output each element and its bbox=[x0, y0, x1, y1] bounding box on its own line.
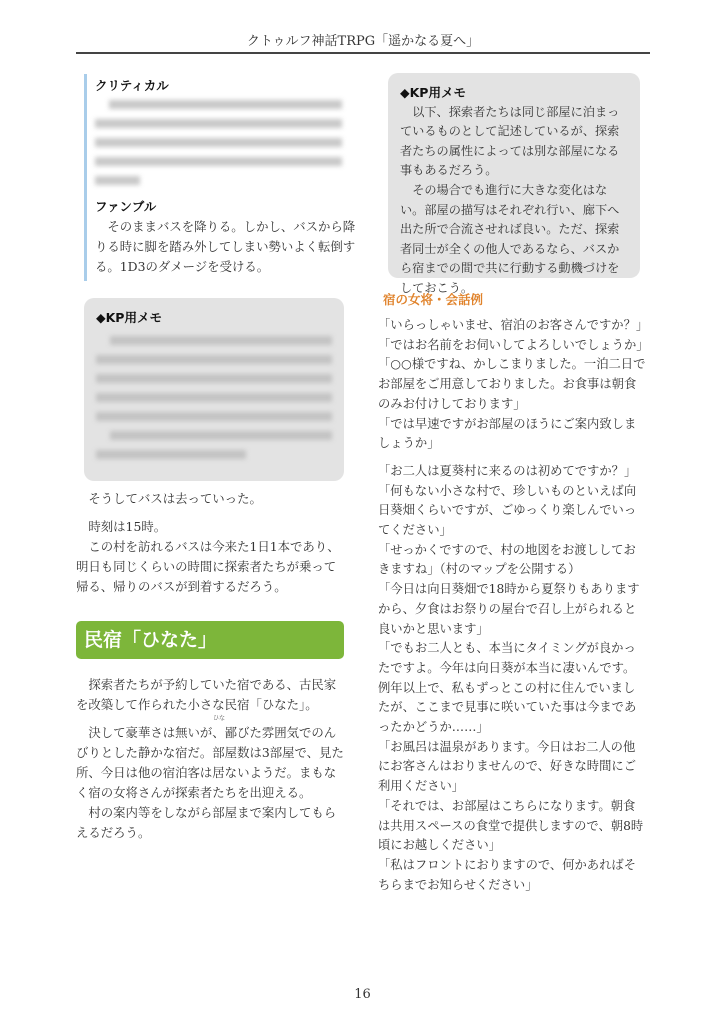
dialog-line: 「でもお二人とも、本当にタイミングが良かったですよ。今年は向日葵が本当に凄いんです。例年以上で、私もずっとこの村に住んでいましたが、ここまで見事に咲いていた事は今まであったかどうか……」 bbox=[378, 641, 637, 735]
dialog-line: 「今日は向日葵畑で18時から夏祭りもありますから、夕食はお祭りの屋台で召し上がられると良いかと思います」 bbox=[378, 582, 640, 636]
kp-memo-title: ◆KP用メモ bbox=[400, 85, 466, 100]
dialog-line: 「何もない小さな村で、珍しいものといえば向日葵畑くらいですが、ごゆっくり楽しんでいってください」 bbox=[378, 483, 637, 538]
dialog-line: 「お二人は夏葵村に来るのは初めてですか？」 bbox=[378, 463, 637, 478]
kp-memo-title: ◆KP用メモ bbox=[96, 310, 162, 325]
dialog-line: 「いらっしゃいませ、宿泊のお客さんですか？」 bbox=[378, 318, 649, 332]
kp-memo-text-blurred bbox=[96, 336, 332, 459]
section-body bbox=[76, 675, 344, 843]
page-number: 16 bbox=[354, 987, 371, 1002]
fumble-text: そのままバスを降りる。しかし、バスから降りる時に脚を踏み外してしまい勢いよく転倒する。1D3のダメージを受ける。 bbox=[95, 219, 356, 274]
dialog-line: 「○○様ですね、かしこまりました。一泊二日でお部屋をご用意しておりました。お食事は朝食のみお付けしております」 bbox=[378, 357, 646, 411]
dialog-heading: 宿の女将・会話例 bbox=[383, 292, 484, 307]
paragraph: 決して豪華さは無いが、鄙びた雰囲気でのんびりとした静かな宿だ。部屋数は3部屋で、見た所、今日は他の宿泊客は居ないようだ。まもなく宿の女将さんが探索者たちを出迎える。 bbox=[76, 725, 344, 800]
dialog-example bbox=[378, 316, 649, 895]
ruby-text: ひな bbox=[213, 715, 226, 722]
left-body bbox=[76, 489, 344, 597]
fumble-title: ファンブル bbox=[95, 199, 157, 214]
dialog-line: 「お風呂は温泉があります。今日はお二人の他にお客さんはおりませんので、好きな時間にご利用ください」 bbox=[378, 739, 636, 794]
dialog-line: 「それでは、お部屋はこちらになります。朝食は共用スペースの食堂で提供しますので、朝8時頃にお越しください」 bbox=[378, 798, 644, 853]
paragraph: 村の案内等をしながら部屋まで案内してもらえるだろう。 bbox=[76, 805, 337, 840]
dialog-line: 「では早速ですがお部屋のほうにご案内致しましょうか」 bbox=[378, 416, 637, 451]
critical-fumble-block bbox=[84, 74, 356, 281]
bus-text: この村を訪れるバスは今来た1日1本であり、明日も同じくらいの時間に探索者たちが乗って帰る、帰りのバスが到着するだろう。 bbox=[76, 539, 340, 594]
paragraph: 探索者たちが予約していた宿である、古民家を改築して作られた小さな民宿「ひなた」。 bbox=[76, 677, 337, 712]
kp-memo-left bbox=[84, 298, 344, 481]
header-rule bbox=[76, 52, 650, 54]
dialog-line: 「私はフロントにおりますので、何かあればそちらまでお知らせください」 bbox=[378, 857, 636, 892]
time-text: 時刻は15時。 bbox=[88, 519, 167, 534]
critical-title: クリティカル bbox=[95, 78, 169, 93]
dialog-line: 「ではお名前をお伺いしてよろしいでしょうか」 bbox=[378, 337, 649, 352]
running-header: クトゥルフ神話TRPG「遥かなる夏へ」 bbox=[246, 34, 480, 49]
critical-text-blurred bbox=[95, 100, 342, 185]
dialog-line: 「せっかくですので、村の地図をお渡ししておきますね」（村のマップを公開する） bbox=[378, 542, 636, 577]
paragraph: その場合でも進行に大きな変化はない。部屋の描写はそれぞれ行い、廊下へ出た所で合流させれば良い。ただ、探索者同士が全くの他人であるなら、バスから宿までの間で共に行動する動機づけをしておこう。 bbox=[400, 182, 620, 295]
section-heading: 民宿「ひなた」 bbox=[76, 621, 344, 659]
kp-memo-right bbox=[388, 73, 640, 295]
paragraph: 以下、探索者たちは同じ部屋に泊まっているものとして記述しているが、探索者たちの属性によっては別な部屋になる事もあるだろう。 bbox=[400, 104, 620, 178]
bus-left-text: そうしてバスは去っていった。 bbox=[88, 491, 262, 506]
